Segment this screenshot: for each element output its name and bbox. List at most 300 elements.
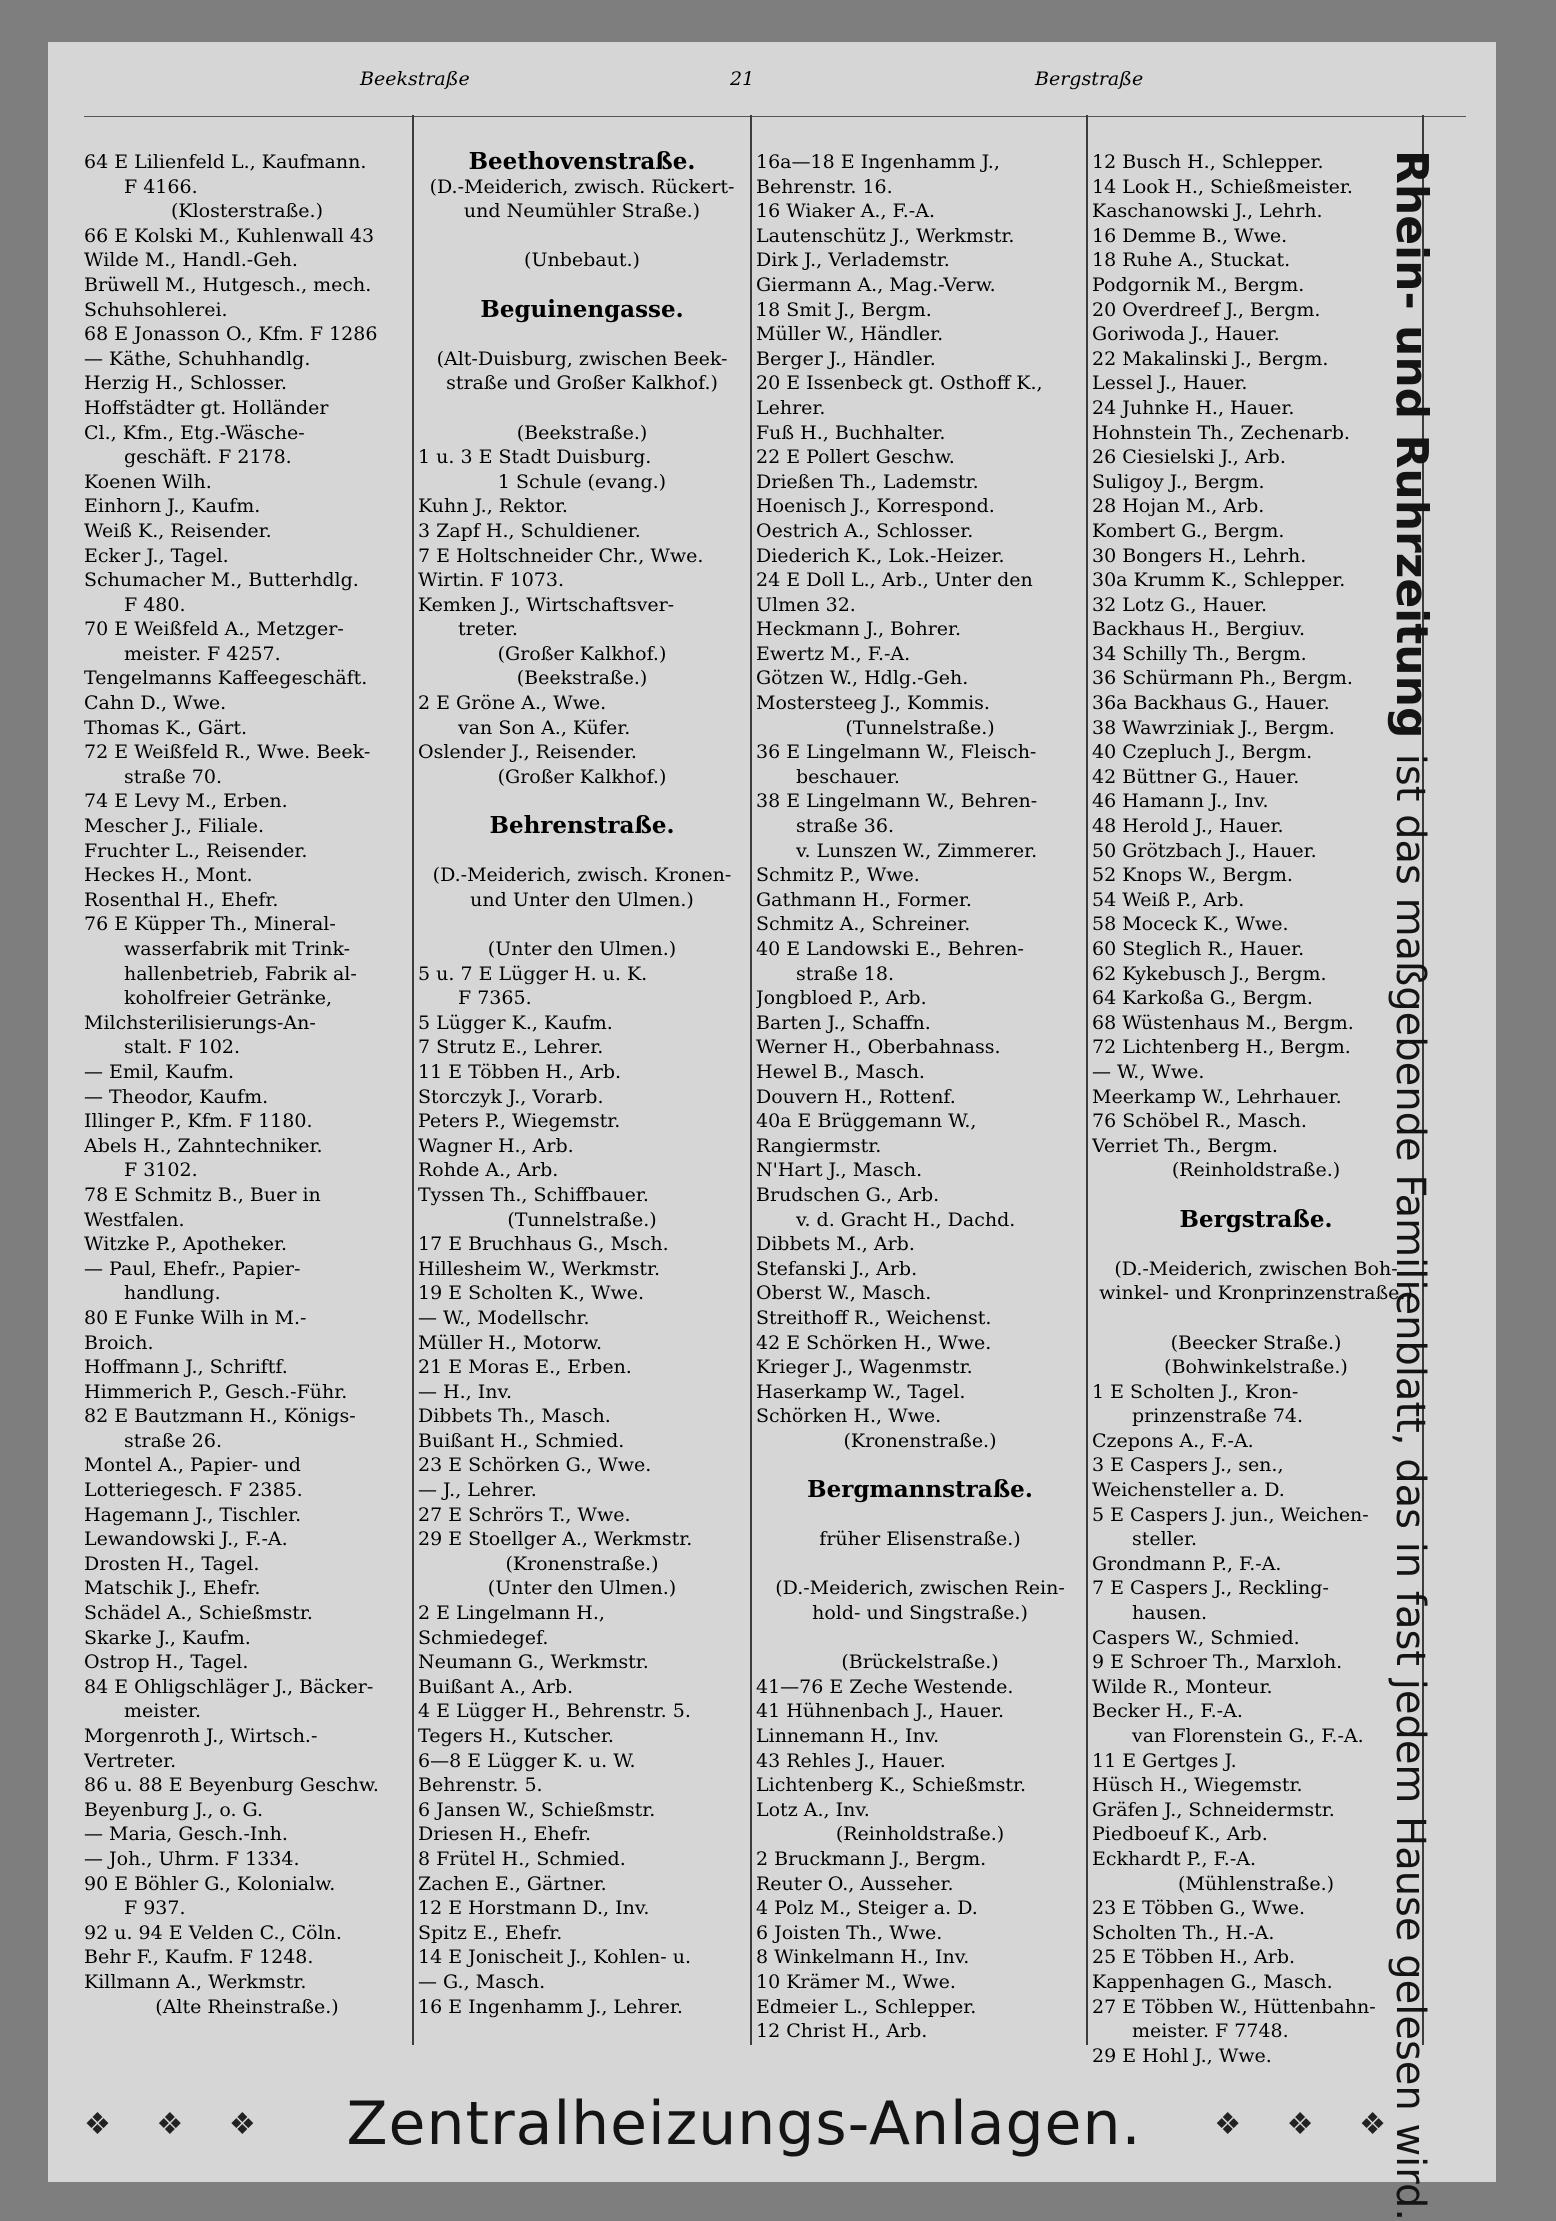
directory-line: hallenbetrieb, Fabrik al- [124,962,357,985]
directory-line: 3 E Caspers J., sen., [1092,1454,1284,1477]
directory-line: 24 Juhnke H., Hauer. [1092,396,1295,419]
directory-line: 68 Wüstenhaus M., Bergm. [1092,1011,1354,1034]
directory-line: 30 Bongers H., Lehrh. [1092,544,1307,567]
directory-line: Montel A., Papier- und [84,1454,301,1477]
directory-line: 2 E Gröne A., Wwe. [418,692,607,715]
directory-line: Schmitz A., Schreiner. [756,913,971,936]
street-heading: Beethovenstraße. [468,150,696,175]
side-ad-paper-name: Rhein- und Ruhrzeitung [1386,150,1437,739]
directory-line: 23 E Többen G., Wwe. [1092,1897,1306,1920]
directory-line: Lehrer. [756,396,826,419]
directory-line: N'Hart J., Masch. [756,1159,923,1182]
directory-line: 1 E Scholten J., Kron- [1092,1380,1299,1403]
directory-line: Broich. [84,1331,154,1354]
directory-line: Thomas K., Gärt. [84,716,248,739]
directory-line: Westfalen. [84,1208,185,1231]
directory-line: 11 E Gertges J. [1092,1749,1237,1772]
directory-line: Lewandowski J., F.-A. [84,1528,288,1551]
directory-line: beschauer. [796,765,900,788]
directory-line: Eckhardt P., F.-A. [1092,1847,1257,1870]
header-rule [84,116,1466,117]
directory-line: meister. F 4257. [124,642,281,665]
directory-line: Gathmann H., Former. [756,888,972,911]
directory-line: Edmeier L., Schlepper. [756,1995,977,2018]
directory-line: Haserkamp W., Tagel. [756,1380,966,1403]
directory-line: (Alte Rheinstraße.) [155,1995,339,2018]
directory-line: 21 E Moras E., Erben. [418,1356,632,1379]
directory-line: Behrenstr. 5. [418,1774,543,1797]
directory-line: Tegers H., Kutscher. [418,1725,614,1747]
directory-line: Stefanski J., Arb. [756,1257,918,1280]
directory-line: 12 Christ H., Arb. [756,2020,928,2043]
directory-line: Behrenstr. 16. [756,175,893,198]
running-head-left: Beekstraße [360,68,470,90]
directory-line: straße 26. [124,1429,222,1452]
directory-line: (Unter den Ulmen.) [487,1577,677,1600]
directory-line: Drosten H., Tagel. [84,1552,260,1575]
directory-line: 12 Busch H., Schlepper. [1092,151,1324,173]
directory-line: F 3102. [124,1159,198,1182]
directory-line: steller. [1132,1528,1198,1551]
directory-line: Hüsch H., Wiegemstr. [1092,1774,1303,1797]
directory-line: straße 70. [124,765,222,788]
directory-line: (Kronenstraße.) [843,1429,997,1452]
directory-line: Becker H., F.-A. [1092,1700,1243,1723]
directory-line: straße 18. [796,962,894,985]
directory-line: 90 E Böhler G., Kolonialw. [84,1872,336,1895]
running-head-right: Bergstraße [1035,68,1144,90]
directory-line: Schuhsohlerei. [84,298,228,321]
directory-line: Tyssen Th., Schiffbauer. [418,1183,649,1206]
directory-line: van Son A., Küfer. [458,716,631,739]
directory-line: Witzke P., Apotheker. [84,1233,287,1256]
directory-line: Milchsterilisierungs-An- [84,1011,316,1034]
street-heading: Bergstraße. [1179,1205,1333,1233]
directory-line: Hagemann J., Tischler. [84,1503,302,1526]
directory-line: 29 E Stoellger A., Werkmstr. [418,1528,693,1551]
directory-line: Brüwell M., Hutgesch., mech. [84,273,372,296]
directory-line [418,789,746,814]
directory-line: treter. [458,618,518,641]
directory-line: Hoffstädter gt. Holländer [84,396,329,419]
directory-line: 76 Schöbel R., Masch. [1092,1110,1307,1133]
directory-line: 2 E Lingelmann H., [418,1602,605,1625]
directory-line: Scholten Th., H.-A. [1092,1921,1275,1944]
directory-line: 40a E Brüggemann W., [756,1110,977,1133]
directory-line: 64 E Lilienfeld L., Kaufmann. [84,151,367,173]
directory-line: Himmerich P., Gesch.-Führ. [84,1380,348,1403]
directory-line: 18 Ruhe A., Stuckat. [1092,249,1291,272]
directory-line: hausen. [1132,1602,1208,1625]
directory-line: Verriet Th., Bergm. [1092,1134,1278,1157]
directory-line: Buißant A., Arb. [418,1675,574,1698]
side-advertisement [1382,150,1440,2221]
directory-line: und Unter den Ulmen.) [470,888,694,911]
directory-line: prinzenstraße 74. [1132,1405,1304,1428]
directory-line: (Großer Kalkhof.) [497,765,667,788]
directory-line: und Neumühler Straße.) [463,200,701,223]
directory-line: koholfreier Getränke, [124,987,333,1010]
directory-line: Storczyk J., Vorarb. [418,1085,604,1108]
directory-line: 36 E Lingelmann W., Fleisch- [756,741,1037,764]
directory-line: Czepons A., F.-A. [1092,1429,1254,1452]
directory-line: — H., Inv. [418,1380,512,1403]
directory-line: 29 E Hohl J., Wwe. [1092,2044,1272,2067]
directory-line: v. Lunszen W., Zimmerer. [796,839,1038,862]
directory-line: Abels H., Zahntechniker. [84,1134,323,1157]
directory-line: (Alt-Duisburg, zwischen Beek- [436,347,728,370]
directory-line: straße 36. [796,815,894,838]
directory-column-1 [84,150,410,2019]
footer-advertisement [84,2086,1404,2162]
directory-line: 1 u. 3 E Stadt Duisburg. [418,446,652,469]
directory-line: geschäft. F 2178. [124,446,292,469]
directory-line: Lichtenberg K., Schießmstr. [756,1774,1027,1797]
directory-line: (Beecker Straße.) [1170,1331,1342,1354]
directory-line: Matschik J., Ehefr. [84,1577,261,1600]
directory-line: Müller W., Händler. [756,323,944,346]
directory-line: 40 E Landowski E., Behren- [756,938,1024,960]
directory-line: 22 E Pollert Geschw. [756,446,955,469]
directory-line: Lotteriegesch. F 2385. [84,1479,303,1502]
street-heading: Bergmannstraße. [807,1476,1033,1504]
directory-line: 50 Grötzbach J., Hauer. [1092,839,1317,862]
directory-line: 66 E Kolski M., Kuhlenwall 43 [84,224,375,247]
directory-line: Backhaus H., Bergiuv. [1092,618,1306,641]
directory-line: 2 Bruckmann J., Bergm. [756,1847,987,1870]
directory-line: 41 Hühnenbach J., Hauer. [756,1700,1005,1723]
directory-line: Weiß K., Reisender. [84,519,272,542]
directory-line: 17 E Bruchhaus G., Msch. [418,1233,669,1256]
directory-line: 34 Schilly Th., Bergm. [1092,642,1307,665]
directory-line: (Brückelstraße.) [841,1651,999,1674]
directory-line: 16a—18 E Ingenhamm J., [756,151,1000,173]
directory-line: Meerkamp W., Lehrhauer. [1092,1085,1342,1108]
directory-line: 72 Lichtenberg H., Bergm. [1092,1036,1351,1059]
directory-line: Podgornik M., Bergm. [1092,273,1305,296]
directory-line: Cl., Kfm., Etg.-Wäsche- [84,421,305,444]
directory-line: Fruchter L., Reisender. [84,839,308,862]
directory-line: Spitz E., Ehefr. [418,1921,563,1944]
directory-line [418,839,746,864]
directory-line: (Mühlenstraße.) [1177,1872,1335,1895]
directory-line: Suligoy J., Bergm. [1092,470,1265,493]
directory-line: 3 Zapf H., Schuldiener. [418,519,641,542]
directory-line: v. d. Gracht H., Dachd. [796,1208,1016,1231]
directory-line: 80 E Funke Wilh in M.- [84,1306,307,1329]
directory-line [418,273,746,298]
directory-line: 6 Joisten Th., Wwe. [756,1921,943,1944]
directory-line: (Beekstraße.) [516,421,648,444]
directory-line: Kuhn J., Rektor. [418,495,568,518]
directory-line: Rohde A., Arb. [418,1159,559,1182]
directory-line: — W., Modellschr. [418,1306,590,1329]
directory-line: 42 E Schörken H., Wwe. [756,1331,992,1354]
directory-line: 4 E Lügger H., Behrenstr. 5. [418,1700,691,1723]
directory-line: 74 E Levy M., Erben. [84,790,288,813]
ornament-right: ❖ ❖ ❖ [1214,2106,1404,2142]
directory-line: — J., Lehrer. [418,1479,537,1502]
directory-line: 62 Kykebusch J., Bergm. [1092,962,1327,985]
directory-line: 36 Schürmann Ph., Bergm. [1092,667,1353,690]
page-number: 21 [730,68,755,90]
directory-line: Kappenhagen G., Masch. [1092,1970,1333,1993]
directory-line: — Joh., Uhrm. F 1334. [84,1847,300,1870]
directory-line: Schörken H., Wwe. [756,1405,942,1428]
directory-line [756,1552,1084,1577]
directory-line: stalt. F 102. [124,1036,241,1059]
directory-line [418,912,746,937]
directory-line: Tengelmanns Kaffeegeschäft. [84,667,368,690]
directory-line: Mostersteeg J., Kommis. [756,692,990,715]
directory-line: — Theodor, Kaufm. [84,1085,269,1108]
directory-line: 7 E Caspers J., Reckling- [1092,1577,1329,1600]
directory-line: (D.-Meiderich, zwisch. Rückert- [429,175,735,198]
directory-line: Kemken J., Wirtschaftsver- [418,593,675,616]
directory-line: 36a Backhaus G., Hauer. [1092,692,1330,715]
street-heading: Behrenstraße. [489,812,675,840]
directory-line: (Klosterstraße.) [170,200,324,223]
directory-line: (Unbebaut.) [524,249,640,272]
directory-line: 48 Herold J., Hauer. [1092,815,1284,838]
directory-line: Ecker J., Tagel. [84,544,229,567]
directory-line: 16 Demme B., Wwe. [1092,224,1288,247]
directory-line: straße und Großer Kalkhof.) [446,372,718,395]
directory-line: (D.-Meiderich, zwischen Boh- [1114,1257,1398,1280]
directory-line: Behr F., Kaufm. F 1248. [84,1946,314,1969]
directory-line: 84 E Ohligschläger J., Bäcker- [84,1675,374,1698]
directory-line: Wirtin. F 1073. [418,569,564,592]
column-rule [412,115,414,2045]
directory-line: F 480. [124,593,186,616]
directory-line: 30a Krumm K., Schlepper. [1092,569,1346,592]
directory-line: Drießen Th., Lademstr. [756,470,979,493]
directory-line: Hohnstein Th., Zechenarb. [1092,421,1350,444]
directory-line: Schmiedegef. [418,1626,549,1649]
directory-line: 27 E Schrörs T., Wwe. [418,1503,631,1526]
directory-line: (D.-Meiderich, zwischen Rein- [775,1577,1065,1600]
directory-line: — Maria, Gesch.-Inh. [84,1823,288,1846]
directory-line: 5 E Caspers J. jun., Weichen- [1092,1503,1369,1526]
directory-line: 42 Büttner G., Hauer. [1092,765,1300,788]
directory-line: Ostrop H., Tagel. [84,1651,249,1674]
directory-line: 64 Karkoßa G., Bergm. [1092,987,1313,1010]
directory-line [1092,1306,1420,1331]
directory-line: 38 Wawrziniak J., Bergm. [1092,716,1335,739]
directory-line: 25 E Többen H., Arb. [1092,1946,1296,1969]
directory-line: 19 E Scholten K., Wwe. [418,1282,645,1305]
directory-line: 18 Smit J., Bergm. [756,298,932,321]
directory-line: Götzen W., Hdlg.-Geh. [756,667,969,690]
directory-line: 8 Winkelmann H., Inv. [756,1946,970,1969]
directory-line: Fuß H., Buchhalter. [756,421,946,444]
directory-line: Streithoff R., Weichenst. [756,1306,992,1329]
directory-line: Einhorn J., Kaufm. [84,495,261,518]
directory-line: Schmitz P., Wwe. [756,864,920,887]
directory-line: 60 Steglich R., Hauer. [1092,938,1305,960]
directory-line: — W., Wwe. [1092,1060,1205,1083]
directory-line: Diederich K., Lok.-Heizer. [756,544,1005,567]
directory-line: Hewel B., Masch. [756,1060,925,1083]
directory-line: (Reinholdstraße.) [835,1823,1005,1846]
directory-line: Cahn D., Wwe. [84,692,227,715]
directory-line: Herzig H., Schlosser. [84,372,288,395]
directory-line: Oberst W., Masch. [756,1282,932,1305]
ornament-left: ❖ ❖ ❖ [84,2106,274,2142]
directory-line: Morgenroth J., Wirtsch.- [84,1725,318,1747]
directory-line: Hoenisch J., Korrespond. [756,495,995,518]
directory-line: 1 Schule (evang.) [497,470,667,493]
directory-line [756,1453,1084,1478]
directory-line: Werner H., Oberbahnass. [756,1036,1001,1059]
directory-line: winkel- und Kronprinzenstraße.) [1099,1282,1413,1305]
directory-line: Vertreter. [84,1749,177,1772]
directory-line: 7 Strutz E., Lehrer. [418,1036,604,1059]
directory-line: 7 E Holtschneider Chr., Wwe. [418,544,704,567]
directory-line: 22 Makalinski J., Bergm. [1092,347,1329,370]
directory-line: Buißant H., Schmied. [418,1429,625,1452]
directory-line: 43 Rehles J., Hauer. [756,1749,946,1772]
directory-line: 86 u. 88 E Beyenburg Geschw. [84,1774,379,1797]
directory-line: früher Elisenstraße.) [819,1528,1021,1551]
directory-line: Schädel A., Schießmstr. [84,1602,313,1625]
directory-line: 68 E Jonasson O., Kfm. F 1286 [84,323,378,346]
directory-line: Oestrich A., Schlosser. [756,519,974,542]
directory-line: (D.-Meiderich, zwisch. Kronen- [432,864,732,887]
directory-line: Berger J., Händler. [756,347,936,370]
directory-line: (Unter den Ulmen.) [487,938,677,960]
directory-line: 24 E Doll L., Arb., Unter den [756,569,1033,592]
directory-line: — Käthe, Schuhhandlg. [84,347,311,370]
directory-line: 38 E Lingelmann W., Behren- [756,790,1038,813]
directory-line: 8 Frütel H., Schmied. [418,1847,626,1870]
directory-line: Wilde R., Monteur. [1092,1675,1273,1698]
directory-line: Grondmann P., F.-A. [1092,1552,1282,1575]
directory-line: Lessel J., Hauer. [1092,372,1248,395]
directory-line [418,322,746,347]
directory-line: 26 Ciesielski J., Arb. [1092,446,1286,469]
directory-line: Caspers W., Schmied. [1092,1626,1300,1649]
column-rule [750,115,752,2045]
directory-line: Weichensteller a. D. [1092,1479,1285,1502]
directory-line: meister. [124,1700,202,1723]
directory-line: Skarke J., Kaufm. [84,1626,251,1649]
directory-line: hold- und Singstraße.) [812,1602,1028,1625]
directory-line: F 7365. [458,987,532,1010]
directory-line: — G., Masch. [418,1970,546,1993]
directory-line: Jongbloed P., Arb. [756,987,927,1010]
directory-line: Mescher J., Filiale. [84,815,265,838]
directory-line: — Paul, Ehefr., Papier- [84,1257,301,1280]
directory-line: Beyenburg J., o. G. [84,1798,264,1821]
directory-line: Driesen H., Ehefr. [418,1823,592,1846]
directory-line: Wagner H., Arb. [418,1134,574,1157]
directory-line: Piedboeuf K., Arb. [1092,1823,1268,1846]
directory-line: 58 Moceck K., Wwe. [1092,913,1289,936]
directory-line: wasserfabrik mit Trink- [124,938,351,960]
directory-line [1092,1183,1420,1208]
directory-line: Goriwoda J., Hauer. [1092,323,1280,346]
directory-line: 82 E Bautzmann H., Königs- [84,1405,356,1428]
directory-line: Hillesheim W., Werkmstr. [418,1257,660,1280]
directory-line: 52 Knops W., Bergm. [1092,864,1293,887]
directory-line [1092,1232,1420,1257]
directory-line: Rangiermstr. [756,1134,882,1157]
directory-line: Müller H., Motorw. [418,1331,602,1354]
directory-line: Dirk J., Verlademstr. [756,249,950,272]
directory-line: Neumann G., Werkmstr. [418,1651,649,1674]
directory-line: 5 u. 7 E Lügger H. u. K. [418,962,648,985]
directory-line: 46 Hamann J., Inv. [1092,790,1269,813]
directory-column-3 [756,150,1084,2044]
directory-line: 20 Overdreef J., Bergm. [1092,298,1321,321]
directory-line: (Reinholdstraße.) [1171,1159,1341,1182]
directory-column-4 [1092,150,1420,2068]
directory-line: Ewertz M., F.-A. [756,642,911,665]
directory-line: 16 Wiaker A., F.-A. [756,200,935,223]
directory-line: 72 E Weißfeld R., Wwe. Beek- [84,741,371,764]
directory-line: (Tunnelstraße.) [845,716,995,739]
directory-line: (Bohwinkelstraße.) [1164,1356,1348,1379]
column-rule [1086,115,1088,2045]
directory-line: Oslender J., Reisender. [418,741,637,764]
directory-line: 78 E Schmitz B., Buer in [84,1183,321,1206]
directory-line: F 937. [124,1897,186,1920]
directory-line: 6—8 E Lügger K. u. W. [418,1749,636,1772]
directory-line: Heckes H., Mont. [84,864,253,887]
directory-line: Krieger J., Wagenmstr. [756,1356,973,1379]
directory-line: Barten J., Schaffn. [756,1011,931,1034]
directory-line: Brudschen G., Arb. [756,1183,940,1206]
directory-line: 6 Jansen W., Schießmstr. [418,1798,656,1821]
directory-line: 12 E Horstmann D., Inv. [418,1897,650,1920]
directory-column-2 [418,150,746,2019]
directory-line: Giermann A., Mag.-Verw. [756,273,996,296]
directory-line: handlung. [124,1282,221,1305]
directory-line [756,1626,1084,1651]
directory-line: 20 E Issenbeck gt. Osthoff K., [756,372,1043,395]
street-heading: Beguinengasse. [480,295,684,323]
directory-line: Linnemann H., Inv. [756,1725,940,1747]
directory-line: Lautenschütz J., Werkmstr. [756,224,1015,247]
directory-line: 23 E Schörken G., Wwe. [418,1454,652,1477]
directory-line: (Beekstraße.) [516,667,648,690]
directory-line: Reuter O., Ausseher. [756,1872,954,1895]
directory-line: Killmann A., Werkmstr. [84,1970,307,1993]
directory-line: F 4166. [124,175,198,198]
directory-line: Zachen E., Gärtner. [418,1872,607,1895]
directory-line: — Emil, Kaufm. [84,1060,235,1083]
directory-line: 10 Krämer M., Wwe. [756,1970,956,1993]
directory-line: 76 E Küpper Th., Mineral- [84,913,336,936]
directory-line: 4 Polz M., Steiger a. D. [756,1897,978,1920]
directory-line: (Kronenstraße.) [505,1552,659,1575]
directory-line: Gräfen J., Schneidermstr. [1092,1798,1335,1821]
directory-line: 32 Lotz G., Hauer. [1092,593,1267,616]
directory-line: 27 E Többen W., Hüttenbahn- [1092,1995,1376,2018]
directory-line: Ulmen 32. [756,593,856,616]
directory-line: Wilde M., Handl.-Geh. [84,249,298,272]
directory-line: 9 E Schroer Th., Marxloh. [1092,1651,1343,1674]
directory-line [418,224,746,249]
directory-line: Dibbets M., Arb. [756,1233,915,1256]
side-ad-slogan: ist das maßgebende Familienblatt, das in fast jedem Hause gelesen wird. [1387,753,1433,2221]
directory-line: 14 E Jonischeit J., Kohlen- u. [418,1946,692,1969]
directory-line: 92 u. 94 E Velden C., Cöln. [84,1921,342,1944]
directory-line [756,1503,1084,1528]
directory-line: 5 Lügger K., Kaufm. [418,1011,613,1034]
directory-line: 16 E Ingenhamm J., Lehrer. [418,1995,683,2018]
